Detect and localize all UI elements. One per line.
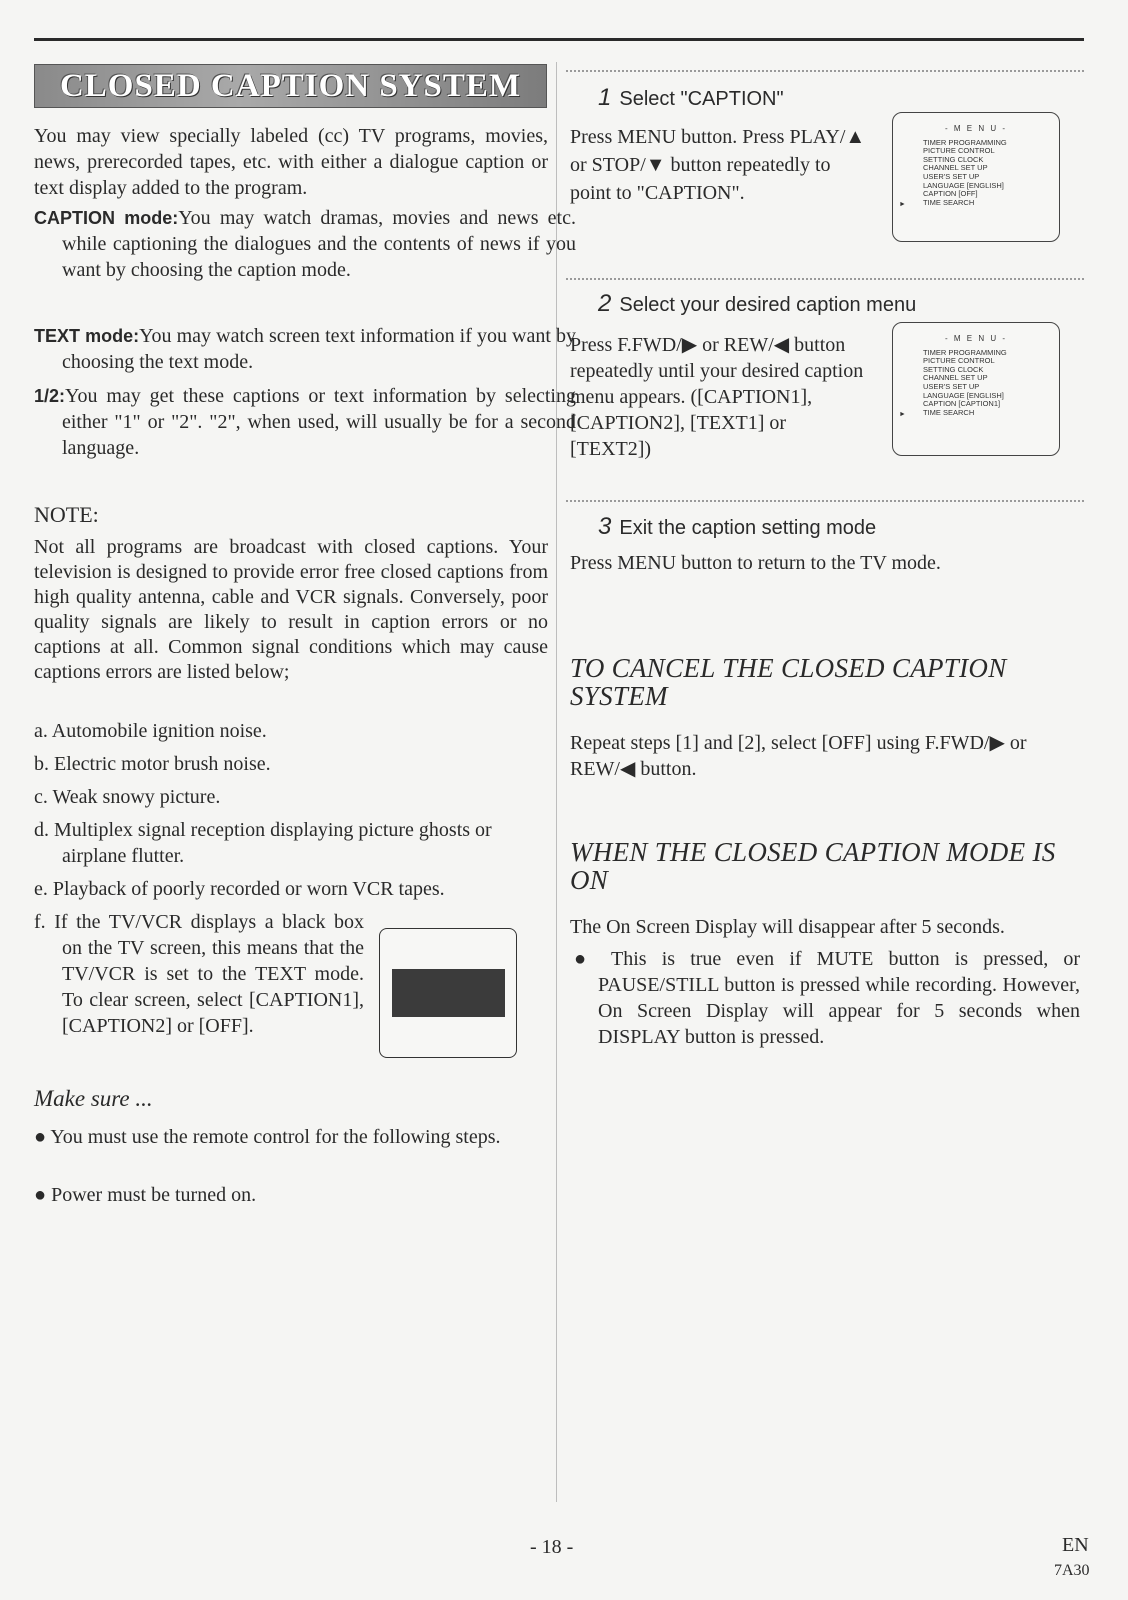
language-code: EN (1062, 1534, 1089, 1556)
make-sure-item: ● Power must be turned on. (34, 1184, 257, 1206)
condition-item: a. Automobile ignition noise. (34, 720, 267, 742)
note-heading: NOTE: (34, 502, 99, 527)
half-mode-paragraph (34, 383, 576, 461)
make-sure-heading: Make sure ... (34, 1086, 153, 1111)
note-paragraph: Not all programs are broadcast with closed captions. Your television is designed to provide error free closed captions from high quality antenna, cable and VCR signals. Conversely, poor quality signals are likely to result in caption errors or no captions at all. Common signal conditions which may cause captions errors are listed below; (34, 536, 548, 683)
condition-item: d. Multiplex signal reception displaying picture ghosts or airplane flutter. (34, 819, 492, 867)
text-mode-text: You may watch screen text information if you want by choosing the text mode. (62, 325, 576, 373)
black-text-box (392, 969, 505, 1017)
step-2-text: Press F.FWD/▶ or REW/◀ button repeatedly until your desired caption menu appears. ([CAPTION1], [CAPTION2], [TEXT1] or [TEXT2]) (570, 334, 864, 460)
condition-item: b. Electric motor brush noise. (34, 753, 271, 775)
page-number: - 18 - (530, 1536, 574, 1558)
step-3-heading: 3 Exit the caption setting mode (598, 513, 877, 540)
step-divider (566, 500, 1084, 502)
cursor-arrow-icon: ► (899, 201, 906, 208)
intro-paragraph: You may view specially labeled (cc) TV programs, movies, news, prerecorded tapes, etc. with either a dialogue caption or text display added to the program. (34, 125, 548, 199)
step-3-text: Press MENU button to return to the TV mode. (570, 552, 941, 574)
caption-mode-text: You may watch dramas, movies and news etc. while captioning the dialogues and the contents of news if you want by choosing the caption mode. (62, 207, 576, 281)
half-mode-text: You may get these captions or text information by selecting either "1" or "2". "2", when used, will usually be for a second language. (62, 385, 576, 459)
page-title: CLOSED CAPTION SYSTEM (59, 68, 522, 104)
osd-menu-2: - M E N U - TIMER PROGRAMMING PICTURE CONTROL SETTING CLOCK CHANNEL SET UP USER'S SET UP LANGUAGE [ENGLISH] CAPTION [CAPTION1] TIME SEARCH ► (892, 322, 1060, 456)
step-2-heading: 2 Select your desired caption menu (598, 290, 917, 317)
make-sure-item: ● You must use the remote control for the following steps. (34, 1126, 501, 1148)
bullet-icon: ● (34, 1126, 47, 1148)
condition-item: e. Playback of poorly recorded or worn VCR tapes. (34, 878, 445, 900)
condition-item: c. Weak snowy picture. (34, 786, 221, 808)
caption-mode-paragraph (34, 205, 576, 283)
bullet-icon: ● (574, 948, 597, 970)
title-banner (34, 64, 547, 108)
step-divider (566, 70, 1084, 72)
when-text: The On Screen Display will disappear after 5 seconds. (570, 916, 1005, 938)
cancel-text: Repeat steps [1] and [2], select [OFF] using F.FWD/▶ or REW/◀ button. (570, 732, 1027, 780)
step-1-text: Press MENU button. Press PLAY/▲ or STOP/▼ button repeatedly to point to "CAPTION". (570, 126, 866, 204)
cancel-heading: TO CANCEL THE CLOSED CAPTION SYSTEM (570, 653, 1007, 711)
when-bullet: ● This is true even if MUTE button is pressed, or PAUSE/STILL button is pressed while recording. However, On Screen Display will appear for 5 seconds when DISPLAY button is pressed. (574, 948, 1080, 1048)
step-divider (566, 278, 1084, 280)
cursor-arrow-icon: ► (899, 411, 906, 418)
text-mode-paragraph (34, 323, 576, 375)
osd-menu-1: - M E N U - TIMER PROGRAMMING PICTURE CONTROL SETTING CLOCK CHANNEL SET UP USER'S SET UP LANGUAGE [ENGLISH] CAPTION [OFF] TIME SEARCH ► (892, 112, 1060, 242)
model-code: 7A30 (1054, 1562, 1090, 1579)
top-rule (34, 38, 1084, 41)
when-heading: WHEN THE CLOSED CAPTION MODE IS ON (570, 837, 1056, 895)
text-mode-label: TEXT mode: (34, 326, 140, 346)
condition-item: f. If the TV/VCR displays a black box on the TV screen, this means that the TV/VCR is set to the TEXT mode. To clear screen, select [CAPTION1], [CAPTION2] or [OFF]. (34, 911, 365, 1037)
tv-screen-illustration (379, 928, 517, 1058)
half-mode-label: 1/2: (34, 386, 66, 406)
bullet-icon: ● (34, 1184, 47, 1206)
caption-mode-label: CAPTION mode: (34, 208, 179, 228)
step-1-heading: 1 Select "CAPTION" (598, 84, 784, 111)
